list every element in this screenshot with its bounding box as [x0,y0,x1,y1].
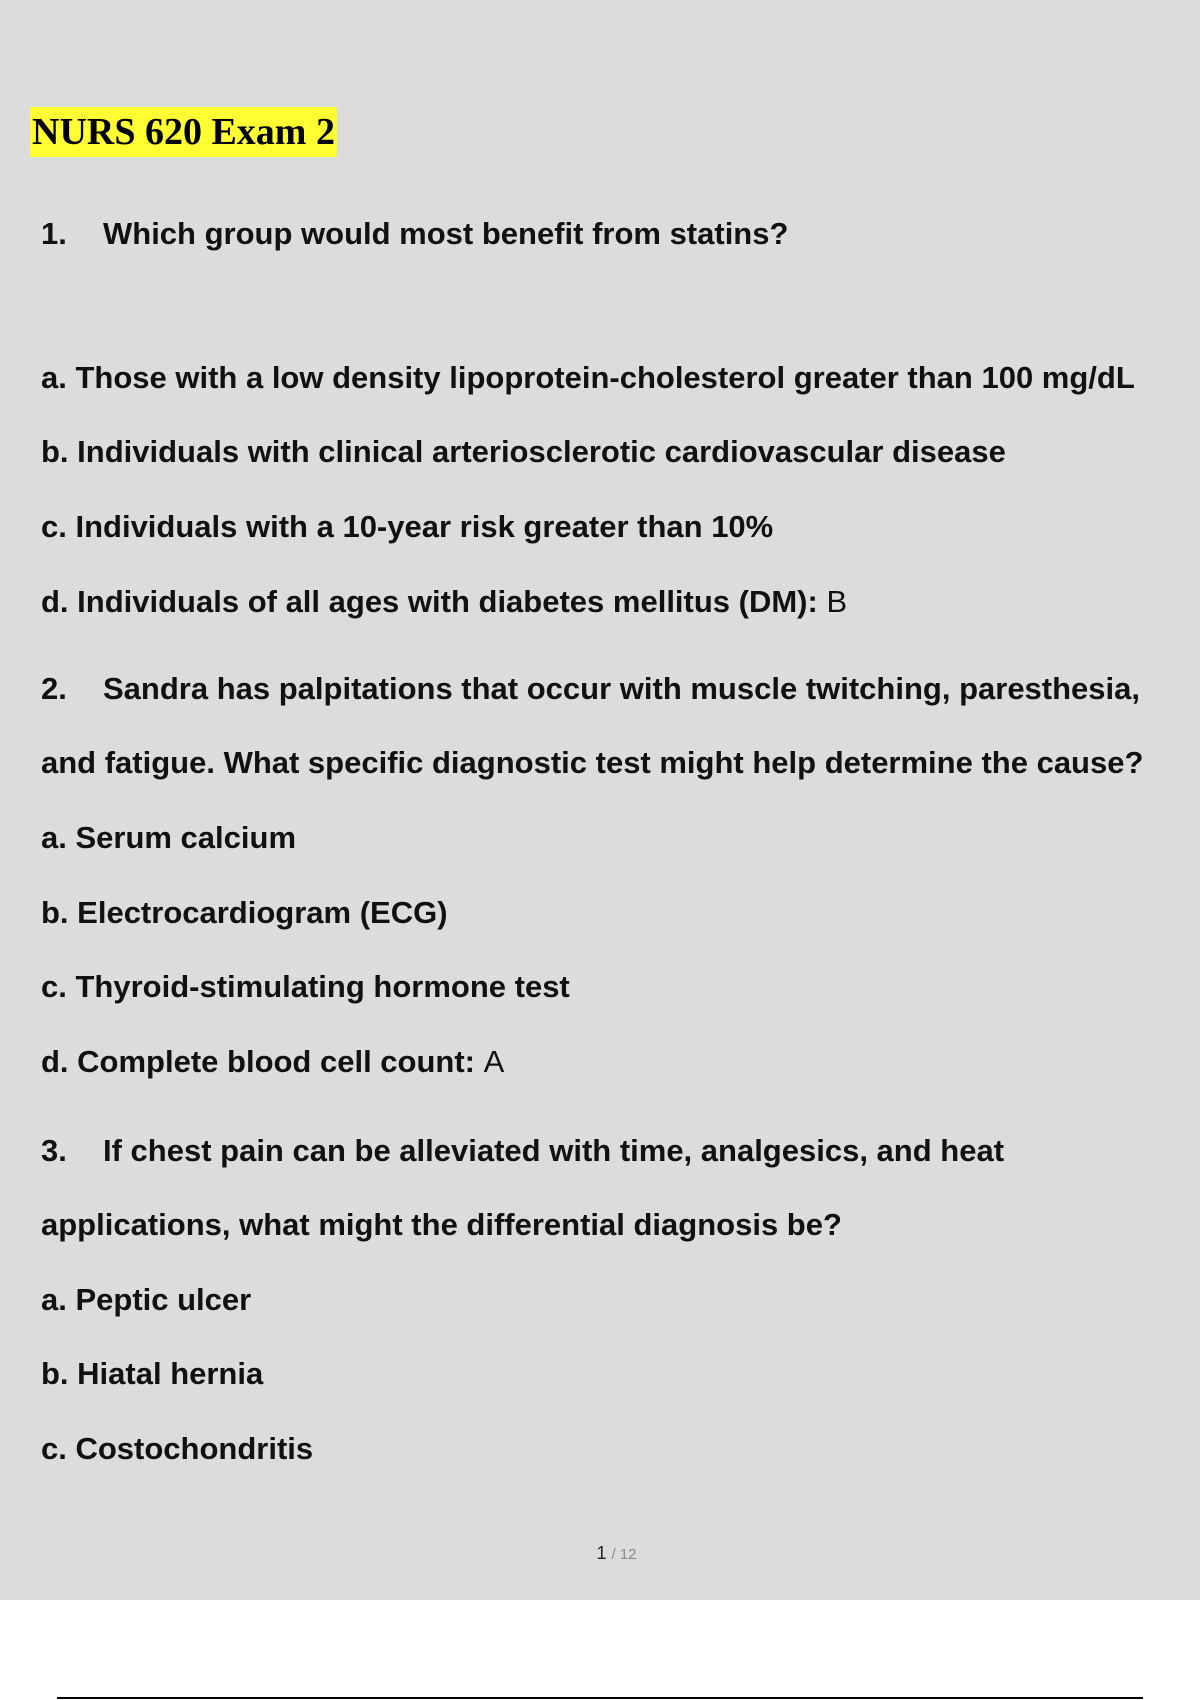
question-1 [41,216,788,252]
question-2-continued: and fatigue. What specific diagnostic test might help determine the cause? [41,745,1144,780]
option-1a: a. Those with a low density lipoprotein-cholesterol greater than 100 mg/dL [41,360,1135,395]
option-text: d. Individuals of all ages with diabetes mellitus (DM): [41,584,818,619]
question-number: 2. [41,671,67,706]
question-3-continued: applications, what might the differential diagnosis be? [41,1207,842,1242]
page-indicator [0,1543,1200,1564]
question-text: Which group would most benefit from statins? [103,216,789,251]
option-2a: a. Serum calcium [41,820,297,855]
answer-key: B [826,584,848,619]
option-2b: b. Electrocardiogram (ECG) [41,895,448,930]
question-3 [41,1133,1004,1169]
option-3b: b. Hiatal hernia [41,1356,264,1391]
option-1b: b. Individuals with clinical arteriosclerotic cardiovascular disease [41,434,1006,469]
option-3a: a. Peptic ulcer [41,1282,252,1317]
option-1c: c. Individuals with a 10-year risk greater than 10% [41,509,774,544]
footer-divider [57,1697,1143,1699]
option-1d [41,584,847,620]
page-current: 1 [596,1543,607,1563]
answer-key: A [483,1044,505,1079]
option-2c: c. Thyroid-stimulating hormone test [41,969,570,1004]
question-2 [41,671,1140,707]
option-text: d. Complete blood cell count: [41,1044,475,1079]
question-number: 3. [41,1133,67,1168]
option-2d [41,1044,504,1080]
question-text: Sandra has palpitations that occur with muscle twitching, paresthesia, [103,671,1141,706]
question-number: 1. [41,216,67,251]
document-title: NURS 620 Exam 2 [30,107,337,157]
option-3c: c. Costochondritis [41,1431,314,1466]
page-total: / 12 [611,1546,637,1563]
question-text: If chest pain can be alleviated with time, analgesics, and heat [103,1133,1005,1168]
